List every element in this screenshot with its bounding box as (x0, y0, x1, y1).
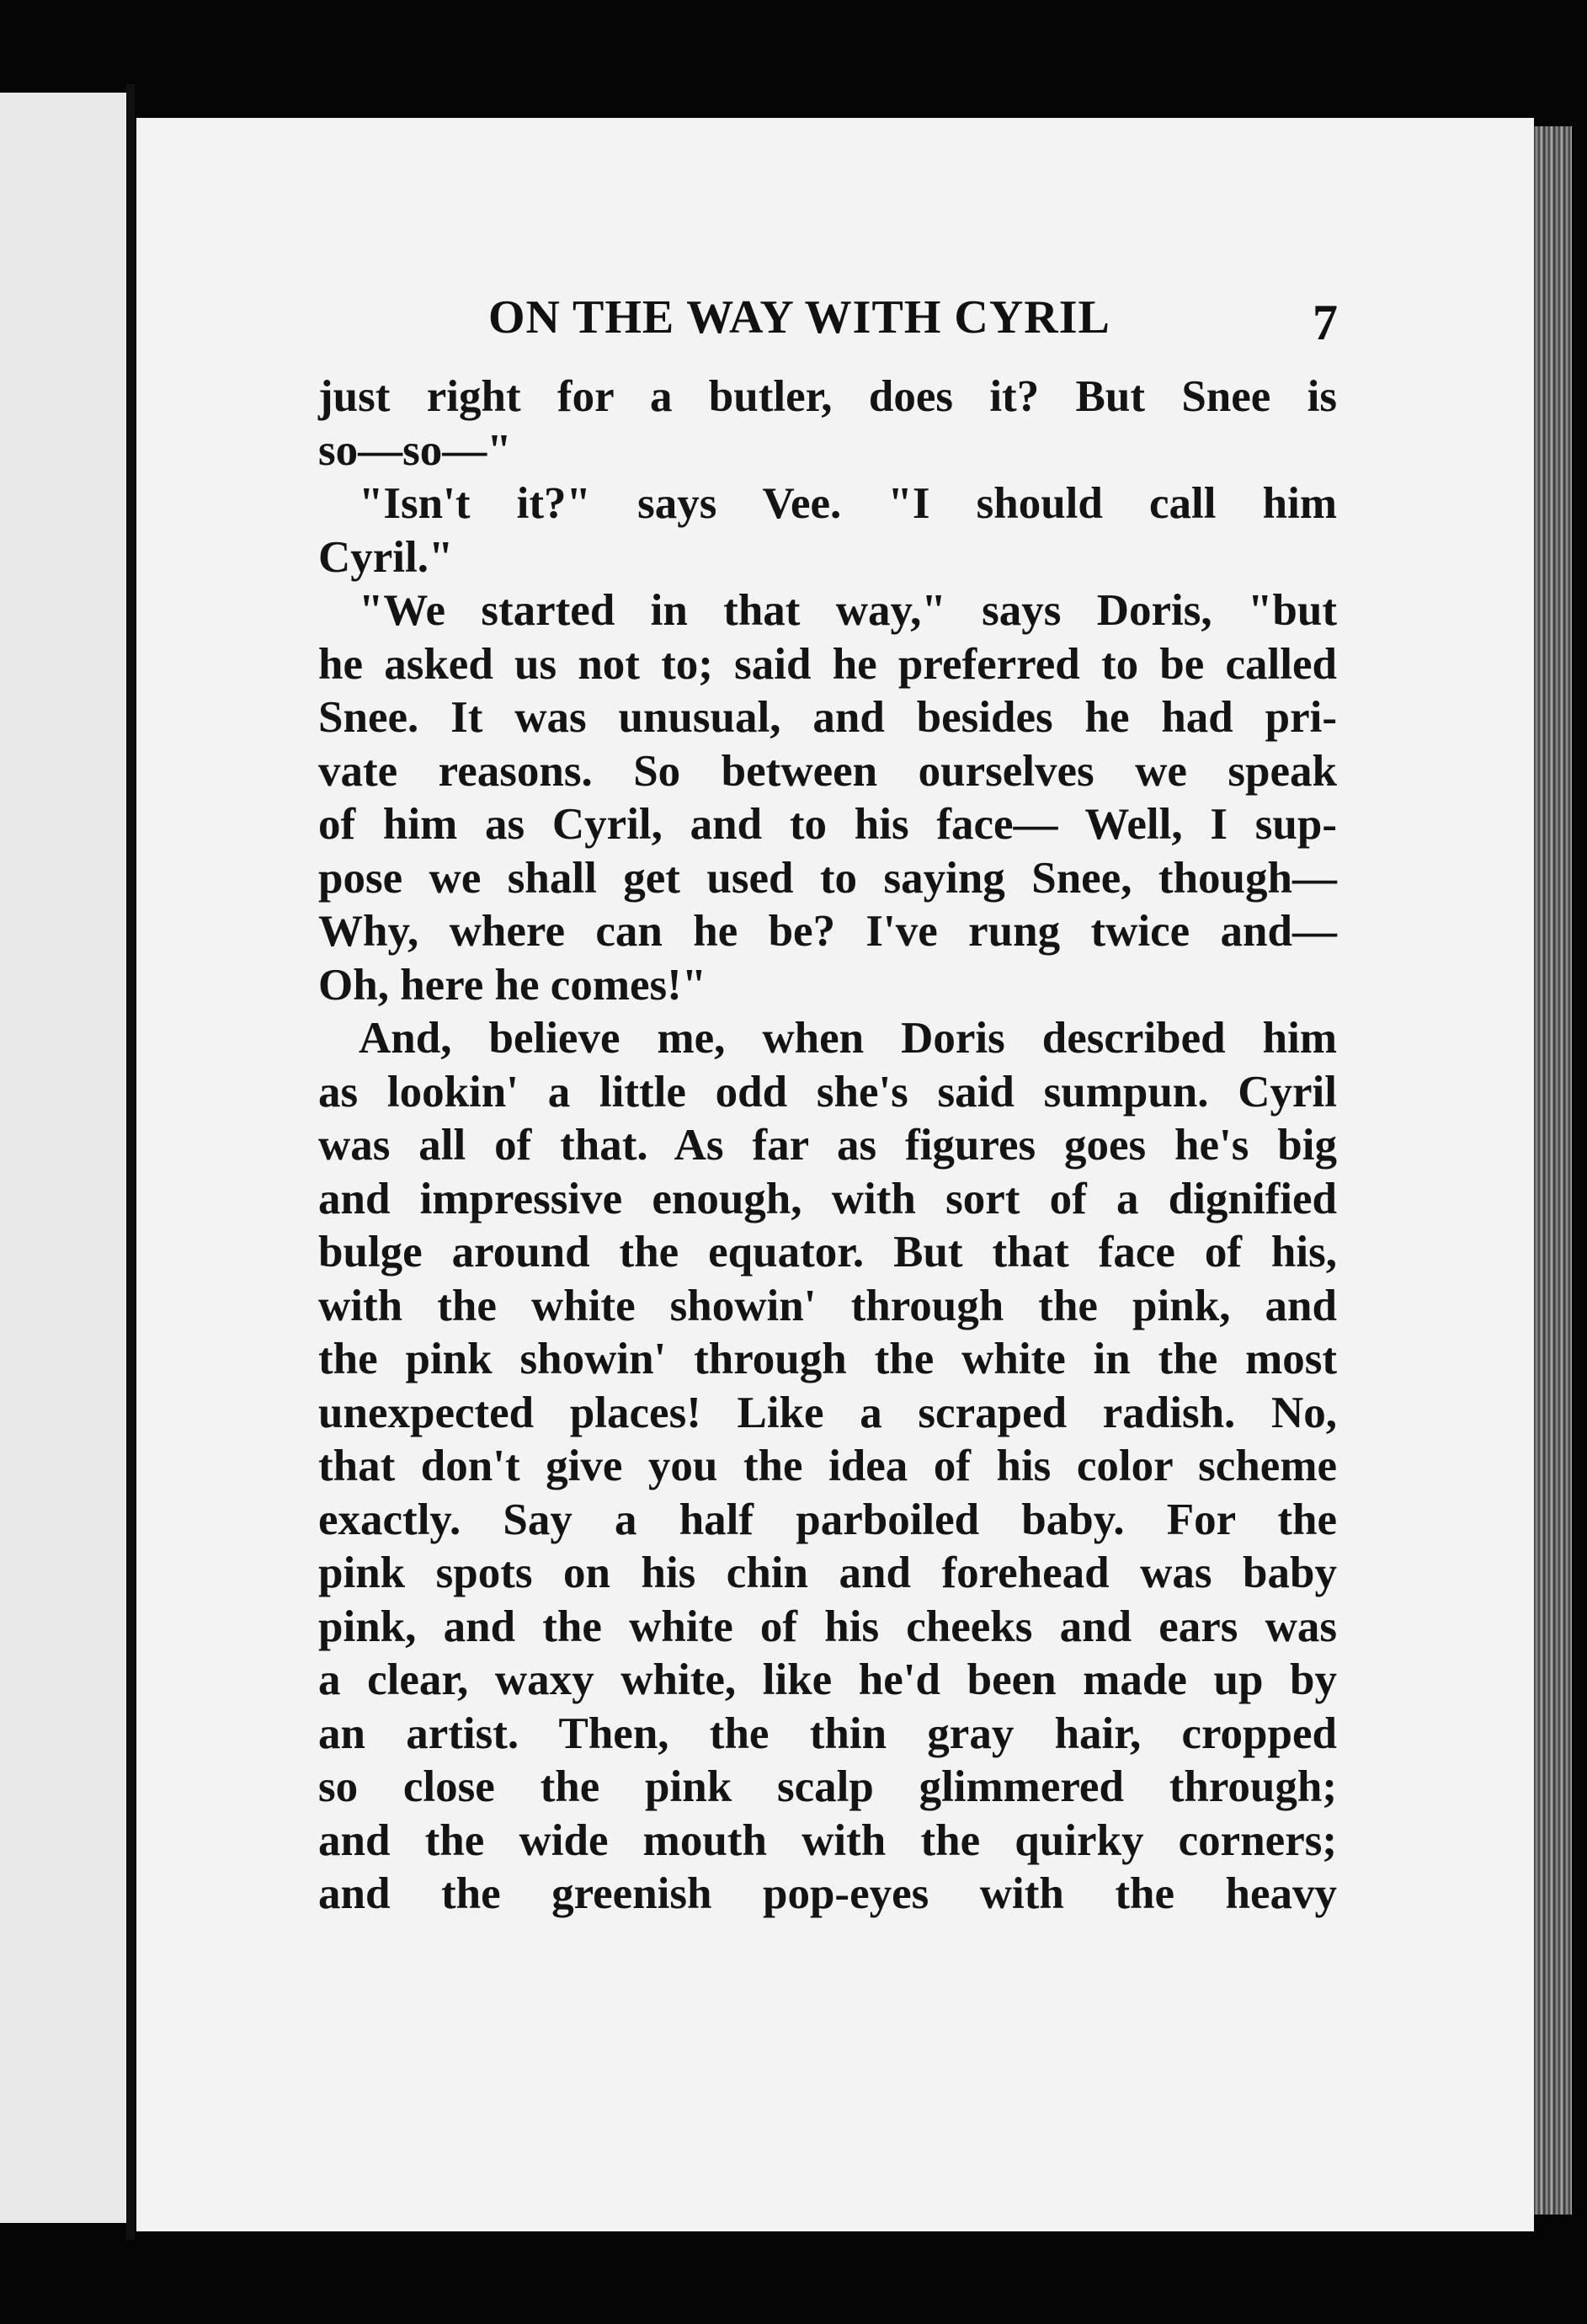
text-line: so close the pink scalp glimmered through; (318, 1762, 1337, 1811)
running-head (320, 290, 1339, 358)
text-line: and the greenish pop-eyes with the heavy (318, 1869, 1337, 1918)
text-line: just right for a butler, does it? But Snee is (318, 372, 1337, 421)
text-line: that don't give you the idea of his color scheme (318, 1442, 1337, 1490)
text-line: vate reasons. So between ourselves we speak (318, 746, 1337, 796)
text-line: he asked us not to; said he preferred to be called (318, 639, 1337, 689)
text-line: was all of that. As far as figures goes he's big (318, 1121, 1337, 1170)
text-line: a clear, waxy white, like he'd been made up by (318, 1655, 1337, 1704)
text-line: bulge around the equator. But that face of his, (318, 1228, 1337, 1277)
text-line: And, believe me, when Doris described him (359, 1014, 1337, 1063)
text-line: the pink showin' through the white in the most (318, 1335, 1337, 1383)
text-line: pose we shall get used to saying Snee, though— (318, 853, 1337, 903)
text-line: "We started in that way," says Doris, "but (359, 586, 1337, 635)
text-line: so—so—" (318, 425, 512, 475)
text-line: Snee. It was unusual, and besides he had pri- (318, 693, 1337, 742)
text-line: Why, where can he be? I've rung twice and— (318, 907, 1337, 956)
page-number: 7 (1313, 295, 1339, 350)
text-line: pink spots on his chin and forehead was baby (318, 1548, 1337, 1597)
body-text (318, 370, 1337, 1922)
text-line: as lookin' a little odd she's said sumpun. Cyril (318, 1067, 1337, 1117)
text-line: and the wide mouth with the quirky corners; (318, 1815, 1337, 1865)
text-line: exactly. Say a half parboiled baby. For the (318, 1495, 1337, 1544)
text-line: unexpected places! Like a scraped radish. No, (318, 1388, 1337, 1437)
text-line: of him as Cyril, and to his face— Well, I sup- (318, 800, 1337, 849)
text-line: Cyril." (318, 532, 454, 582)
running-title: ON THE WAY WITH CYRIL (488, 291, 1110, 344)
text-line: "Isn't it?" says Vee. "I should call him (359, 479, 1337, 528)
book-gutter (126, 84, 135, 2240)
text-line: Oh, here he comes!" (318, 960, 707, 1010)
text-line: an artist. Then, the thin gray hair, cropped (318, 1708, 1337, 1758)
text-line: pink, and the white of his cheeks and ears was (318, 1602, 1337, 1651)
text-line: with the white showin' through the pink, and (318, 1281, 1337, 1330)
page-edge-stack (1534, 126, 1572, 2215)
facing-page-edge (0, 93, 131, 2223)
text-line: and impressive enough, with sort of a dignified (318, 1174, 1337, 1223)
